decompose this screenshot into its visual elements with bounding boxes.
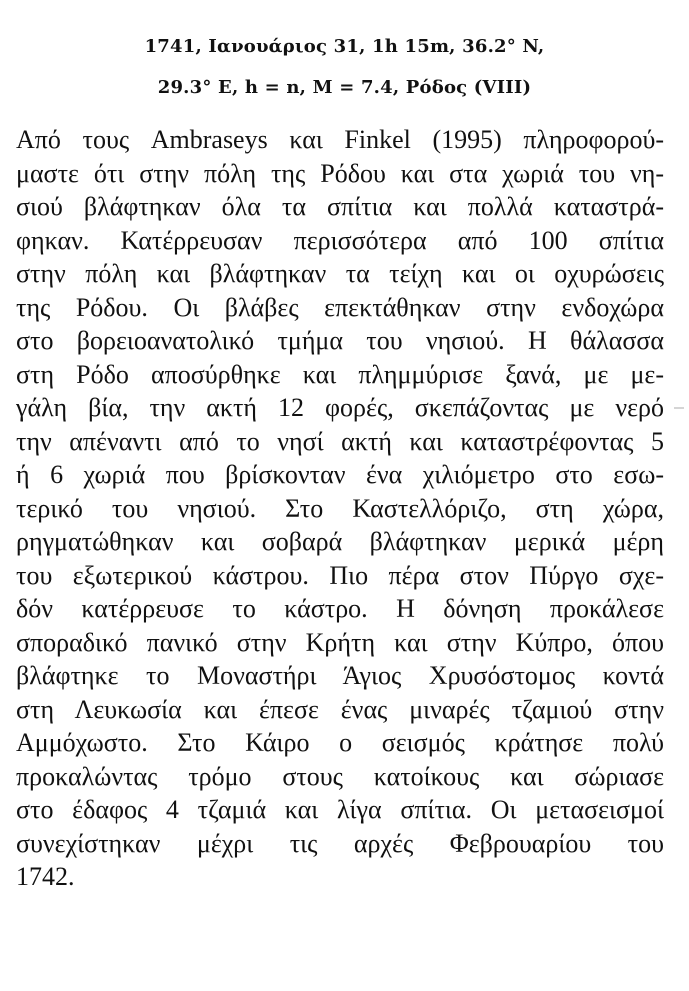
text-line: γάλη βία, την ακτή 12 φορές, σκεπάζοντας με νερό: [16, 393, 664, 422]
heading-line-1: 1741, Ιανουάριος 31, 1h 15m, 36.2° N,: [144, 36, 545, 57]
text-line: μαστε ότι στην πόλη της Ρόδου και στα χωριά του νη-: [16, 158, 664, 188]
text-line: στην πόλη και βλάφτηκαν τα τείχη και οι οχυρώσεις: [16, 259, 664, 288]
text-line: συνεχίστηκαν μέχρι τις αρχές Φεβρουαρίου του: [16, 828, 664, 858]
text-line: φηκαν. Κατέρρευσαν περισσότερα από 100 σπίτια: [16, 225, 664, 255]
text-line: ή 6 χωριά που βρίσκονταν ένα χιλιόμετρο στο εσω-: [16, 460, 664, 489]
scan-speck: [674, 407, 684, 409]
text-line: 1742.: [16, 862, 75, 891]
text-line: Από τους Ambraseys και Finkel (1995) πληροφορού-: [16, 125, 664, 154]
text-line: την απέναντι από το νησί ακτή και καταστρέφοντας 5: [16, 426, 664, 456]
earthquake-heading: [0, 26, 689, 108]
heading-line-2: 29.3° E, h = n, M = 7.4, Ρόδος (VIII): [157, 77, 532, 98]
text-line: προκαλώντας τρόμο στους κατοίκους και σώριασε: [16, 761, 664, 791]
text-line: στη Λευκωσία και έπεσε ένας μιναρές τζαμιού στην: [16, 694, 664, 724]
text-line: της Ρόδου. Οι βλάβες επεκτάθηκαν στην ενδοχώρα: [16, 292, 664, 322]
text-line: στο βορειοανατολικό τμήμα του νησιού. Η θάλασσα: [16, 326, 664, 355]
text-line: τερικό του νησιού. Στο Καστελλόριζο, στη χώρα,: [16, 493, 664, 523]
text-line: βλάφτηκε το Μοναστήρι Άγιος Χρυσόστομος κοντά: [16, 661, 664, 690]
text-line: Αμμόχωστο. Στο Κάιρο ο σεισμός κράτησε πολύ: [16, 728, 664, 757]
earthquake-description: [16, 123, 664, 894]
text-line: δόν κατέρρευσε το κάστρο. Η δόνηση προκάλεσε: [16, 594, 664, 623]
text-line: στο έδαφος 4 τζαμιά και λίγα σπίτια. Οι μετασεισμοί: [16, 795, 664, 824]
text-line: του εξωτερικού κάστρου. Πιο πέρα στον Πύργο σχε-: [16, 560, 664, 590]
text-line: στη Ρόδο αποσύρθηκε και πλημμύρισε ξανά, με με-: [16, 359, 664, 389]
text-line: σιού βλάφτηκαν όλα τα σπίτια και πολλά καταστρά-: [16, 192, 664, 221]
text-line: σποραδικό πανικό στην Κρήτη και στην Κύπρο, όπου: [16, 627, 664, 657]
text-line: ρηγματώθηκαν και σοβαρά βλάφτηκαν μερικά μέρη: [16, 527, 664, 556]
